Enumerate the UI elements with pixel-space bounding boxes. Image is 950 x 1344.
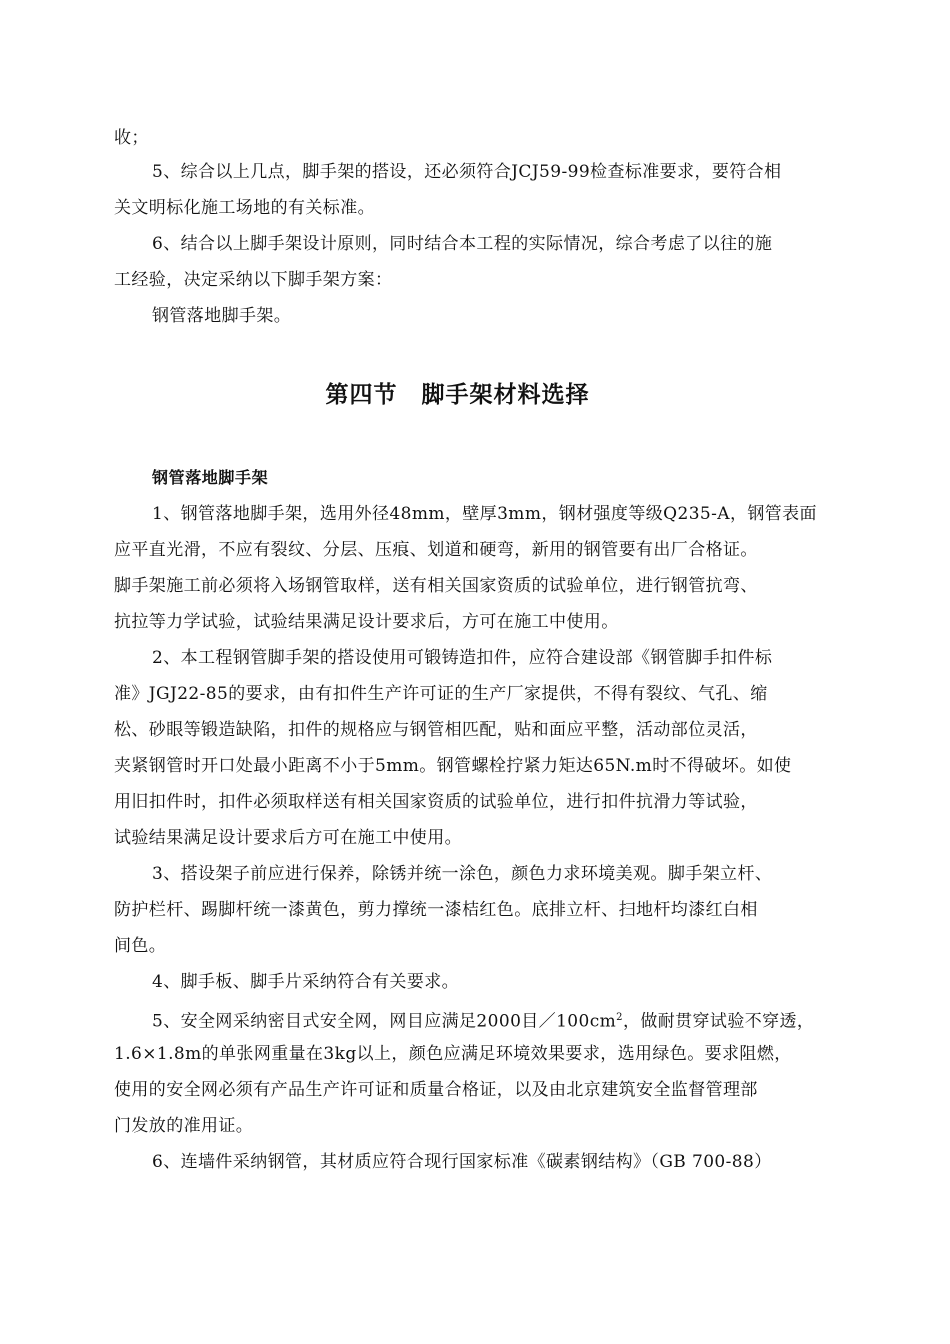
paragraph-line: 工经验，决定采纳以下脚手架方案： xyxy=(114,270,393,290)
paragraph-line: 脚手架施工前必须将入场钢管取样，送有相关国家资质的试验单位，进行钢管抗弯、 xyxy=(114,576,758,596)
text-run: 5、安全网采纳密目式安全网，网目应满足2000目／100cm xyxy=(152,1011,617,1032)
paragraph-line: 松、砂眼等锻造缺陷，扣件的规格应与钢管相匹配，贴和面应平整，活动部位灵活， xyxy=(114,720,758,740)
paragraph-line: 6、连墙件采纳钢管，其材质应符合现行国家标准《碳素钢结构》（GB 700-88） xyxy=(152,1152,772,1172)
paragraph-line: 门发放的准用证。 xyxy=(114,1116,254,1136)
paragraph-line: 抗拉等力学试验，试验结果满足设计要求后，方可在施工中使用。 xyxy=(114,612,619,632)
paragraph-line: 应平直光滑，不应有裂纹、分层、压痕、划道和硬弯，新用的钢管要有出厂合格证。 xyxy=(114,540,758,560)
superscript: 2 xyxy=(616,1012,623,1023)
paragraph-line: 6、结合以上脚手架设计原则，同时结合本工程的实际情况，综合考虑了以往的施 xyxy=(152,234,773,254)
paragraph-line: 1.6×1.8m的单张网重量在3kg以上，颜色应满足环境效果要求，选用绿色。要求阻燃， xyxy=(114,1044,792,1064)
paragraph-line-with-superscript xyxy=(152,1006,814,1034)
paragraph-line: 5、综合以上几点，脚手架的搭设，还必须符合JCJ59-99检查标准要求，要符合相 xyxy=(152,162,782,182)
paragraph-line: 1、钢管落地脚手架，选用外径48mm，壁厚3mm，钢材强度等级Q235-A，钢管表面 xyxy=(152,504,817,524)
paragraph-line: 4、脚手板、脚手片采纳符合有关要求。 xyxy=(152,972,460,992)
paragraph-line: 防护栏杆、踢脚杆统一漆黄色，剪力撑统一漆桔红色。底排立杆、扫地杆均漆红白相 xyxy=(114,900,758,920)
paragraph-line: 夹紧钢管时开口处最小距离不小于5mm。钢管螺栓拧紧力矩达65N.m时不得破坏。如使 xyxy=(114,756,792,776)
paragraph-line: 试验结果满足设计要求后方可在施工中使用。 xyxy=(114,828,462,848)
paragraph-line: 间色。 xyxy=(114,936,167,956)
paragraph-line: 准》JGJ22-85的要求，由有扣件生产许可证的生产厂家提供，不得有裂纹、气孔、缩 xyxy=(114,684,768,704)
paragraph-line: 用旧扣件时，扣件必须取样送有相关国家资质的试验单位，进行扣件抗滑力等试验， xyxy=(114,792,758,812)
paragraph-line: 3、搭设架子前应进行保养，除锈并统一涂色，颜色力求环境美观。脚手架立杆、 xyxy=(152,864,773,884)
section-title: 第四节 脚手架材料选择 xyxy=(325,382,590,408)
text-run: ，做耐贯穿试验不穿透， xyxy=(622,1011,815,1032)
paragraph-line: 关文明标化施工场地的有关标准。 xyxy=(114,198,375,218)
paragraph-line: 2、本工程钢管脚手架的搭设使用可锻铸造扣件，应符合建设部《钢管脚手扣件标 xyxy=(152,648,773,668)
paragraph-line: 使用的安全网必须有产品生产许可证和质量合格证，以及由北京建筑安全监督管理部 xyxy=(114,1080,758,1100)
paragraph-line: 收； xyxy=(114,128,149,148)
paragraph-line: 钢管落地脚手架。 xyxy=(152,306,292,326)
section-subtitle: 钢管落地脚手架 xyxy=(152,468,269,487)
